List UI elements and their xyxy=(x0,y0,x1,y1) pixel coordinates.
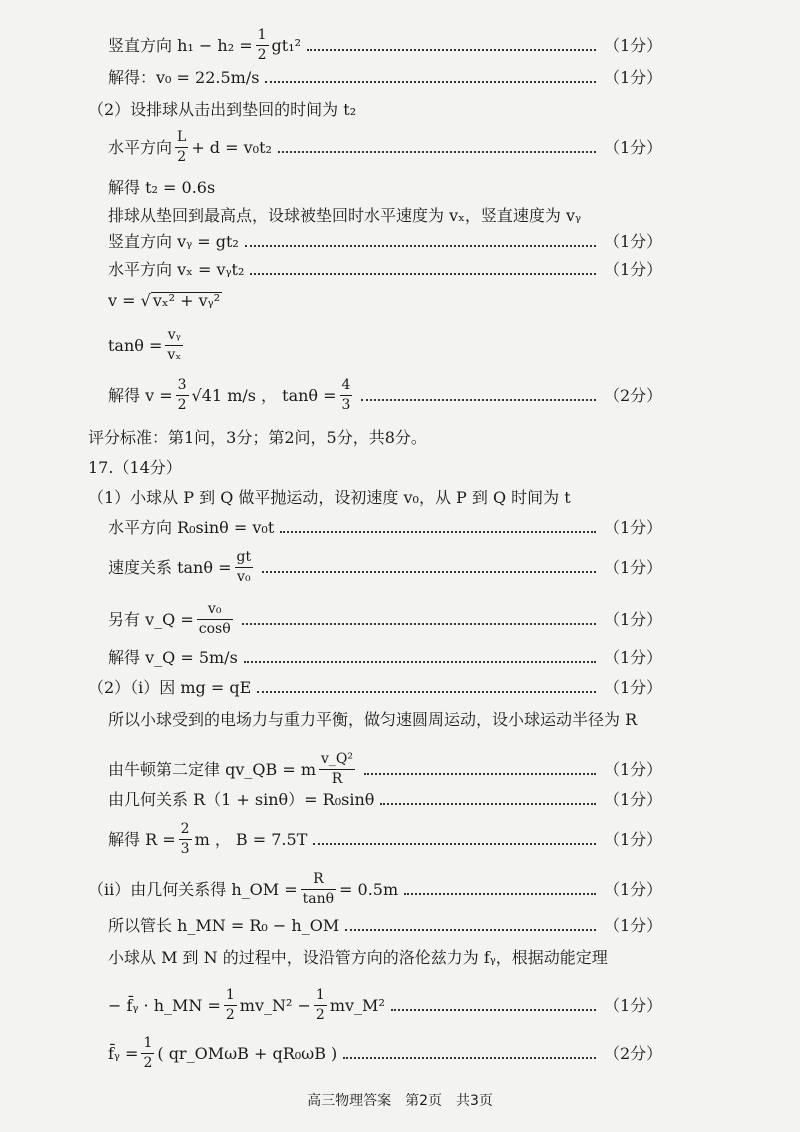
score-label: （1分） xyxy=(604,995,663,1015)
numerator: v_Q² xyxy=(321,751,353,767)
fraction xyxy=(314,988,327,1024)
numerator: 1 xyxy=(257,27,267,43)
fraction xyxy=(141,1036,154,1072)
page-footer: 高三物理答案 第2页 共3页 xyxy=(307,1093,493,1109)
formula-text: mv_M² xyxy=(329,995,385,1015)
numerator: 3 xyxy=(177,377,187,393)
fraction xyxy=(224,988,237,1024)
line-tan-theta xyxy=(108,328,186,364)
formula-text: 竖直方向 vᵧ = gt₂ xyxy=(108,232,239,251)
line-solve-v0 xyxy=(108,68,663,87)
numerator: 1 xyxy=(143,1035,153,1051)
numerator: L xyxy=(177,129,187,145)
formula-text: 水平方向 xyxy=(108,137,173,157)
formula-text: v = xyxy=(108,290,136,310)
formula-text: mv_N² − xyxy=(239,995,311,1015)
formula-text: 水平方向 vₓ = vᵧt₂ xyxy=(108,260,245,279)
denominator: v₀ xyxy=(237,569,251,586)
numerator: 1 xyxy=(315,987,325,1003)
score-label: （1分） xyxy=(604,879,663,899)
line-vertical-direction-1 xyxy=(108,27,663,64)
line-solve-r-b xyxy=(108,821,663,858)
line-horizontal-r0 xyxy=(108,518,663,537)
square-root: √ vₓ² + vᵧ² xyxy=(135,290,221,310)
score-label: （1分） xyxy=(604,137,663,157)
denominator: 2 xyxy=(225,1007,235,1024)
line-velocity-relation xyxy=(108,549,663,586)
line-scoring-criteria xyxy=(88,430,427,446)
fraction xyxy=(301,872,336,908)
formula-text: ( qr_OMωB + qR₀ωB ) xyxy=(157,1043,338,1063)
numerator: vᵧ xyxy=(167,327,181,343)
line-ball-return xyxy=(108,208,581,224)
score-label: （1分） xyxy=(604,829,663,849)
paragraph-text: 排球从垫回到最高点，设球被垫回时水平速度为 vₓ，竖直速度为 vᵧ xyxy=(108,206,582,225)
denominator: vₓ xyxy=(167,347,182,364)
formula-text: − f̄ᵧ · h_MN = xyxy=(108,995,221,1015)
line-velocity-magnitude xyxy=(108,292,222,309)
score-label: （1分） xyxy=(604,260,663,279)
denominator: 2 xyxy=(257,47,267,64)
formula-text: 所以管长 h_MN = R₀ − h_OM xyxy=(108,916,340,935)
denominator: 2 xyxy=(315,1007,325,1024)
radicand: vₓ² + vᵧ² xyxy=(152,291,221,310)
paragraph-text: 评分标准：第1问，3分；第2问，5分，共8分。 xyxy=(88,428,427,447)
score-label: （1分） xyxy=(604,35,663,55)
line-newton-second-law xyxy=(108,751,663,788)
denominator: R xyxy=(331,771,343,788)
formula-text: 另有 v_Q = xyxy=(108,609,194,629)
line-vertical-direction-2 xyxy=(108,232,663,251)
paragraph-text: （1）小球从 P 到 Q 做平抛运动，设初速度 v₀，从 P 到 Q 时间为 t xyxy=(88,488,571,507)
line-m-to-n xyxy=(108,950,608,966)
formula-text: f̄ᵧ = xyxy=(108,1043,139,1063)
line-solve-t2 xyxy=(108,180,215,196)
denominator: cosθ xyxy=(198,621,231,638)
score-label: （1分） xyxy=(604,68,663,87)
formula-text: 水平方向 R₀sinθ = v₀t xyxy=(108,518,275,537)
formula-text: 竖直方向 h₁ − h₂ = xyxy=(108,35,253,55)
formula-text: 解得 R = xyxy=(108,829,176,849)
fraction xyxy=(176,378,189,414)
score-label: （1分） xyxy=(604,609,663,629)
line-vq-relation xyxy=(108,601,663,638)
line-part2-i xyxy=(88,678,663,697)
numerator: R xyxy=(313,871,324,887)
line-solve-v-tan xyxy=(108,377,663,414)
formula-text: tanθ = xyxy=(108,335,163,355)
fraction xyxy=(165,328,183,364)
score-label: （1分） xyxy=(604,759,663,779)
line-kinetic-energy xyxy=(108,987,663,1024)
formula-text: 解得：v₀ = 22.5m/s xyxy=(108,68,260,87)
line-horizontal-direction-1 xyxy=(108,129,663,166)
formula-text: 解得 v = xyxy=(108,385,173,405)
numerator: 2 xyxy=(180,821,190,837)
line-geometry-r xyxy=(108,790,663,809)
formula-text: = 0.5m xyxy=(339,879,399,899)
formula-text: （ii）由几何关系得 h_OM = xyxy=(88,879,298,899)
paragraph-text: 所以小球受到的电场力与重力平衡，做匀速圆周运动，设小球运动半径为 R xyxy=(108,710,638,729)
numerator: 1 xyxy=(225,987,235,1003)
line-pipe-length xyxy=(108,916,663,935)
formula-text: √41 m/s ， tanθ = xyxy=(191,385,337,405)
score-label: （1分） xyxy=(604,557,663,577)
formula-text: gt₁² xyxy=(271,35,302,55)
line-part2-ii xyxy=(88,871,663,908)
formula-text: （2）（i）因 mg = qE xyxy=(88,678,252,697)
score-label: （1分） xyxy=(604,916,663,935)
score-label: （1分） xyxy=(604,678,663,697)
fraction xyxy=(175,130,188,166)
score-label: （1分） xyxy=(604,790,663,809)
fraction xyxy=(256,28,269,64)
line-part1-intro xyxy=(88,490,571,506)
score-label: （2分） xyxy=(604,1043,663,1063)
numerator: v₀ xyxy=(207,601,222,617)
line-part2-intro xyxy=(88,102,356,118)
score-label: （1分） xyxy=(604,232,663,251)
paragraph-text: 小球从 M 到 N 的过程中，设沿管方向的洛伦兹力为 fᵧ，根据动能定理 xyxy=(108,948,608,967)
fraction xyxy=(179,822,192,858)
line-horizontal-direction-2 xyxy=(108,260,663,279)
line-uniform-circular xyxy=(108,712,637,728)
line-solve-vq xyxy=(108,648,663,667)
formula-text: + d = v₀t₂ xyxy=(191,137,272,157)
numerator: 4 xyxy=(341,377,351,393)
denominator: 3 xyxy=(180,841,190,858)
fraction xyxy=(235,550,254,586)
score-label: （1分） xyxy=(604,648,663,667)
question-number: 17.（14分） xyxy=(88,458,182,477)
denominator: 2 xyxy=(177,397,187,414)
line-average-force xyxy=(108,1035,663,1072)
denominator: 2 xyxy=(177,149,187,166)
formula-text: 速度关系 tanθ = xyxy=(108,557,232,577)
denominator: 3 xyxy=(341,397,351,414)
fraction xyxy=(197,602,233,638)
numerator: gt xyxy=(236,549,252,565)
line-question-17-header xyxy=(88,460,182,476)
score-label: （2分） xyxy=(604,385,663,405)
fraction xyxy=(340,378,353,414)
fraction xyxy=(319,752,355,788)
formula-text: m ， B = 7.5T xyxy=(194,829,308,849)
denominator: tanθ xyxy=(302,891,335,908)
formula-text: 由几何关系 R（1 + sinθ）= R₀sinθ xyxy=(108,790,375,809)
score-label: （1分） xyxy=(604,518,663,537)
formula-text: 解得 v_Q = 5m/s xyxy=(108,648,238,667)
denominator: 2 xyxy=(143,1055,153,1072)
formula-text: 解得 t₂ = 0.6s xyxy=(108,178,216,197)
paragraph-text: （2）设排球从击出到垫回的时间为 t₂ xyxy=(88,100,357,119)
formula-text: 由牛顿第二定律 qv_QB = m xyxy=(108,759,316,779)
